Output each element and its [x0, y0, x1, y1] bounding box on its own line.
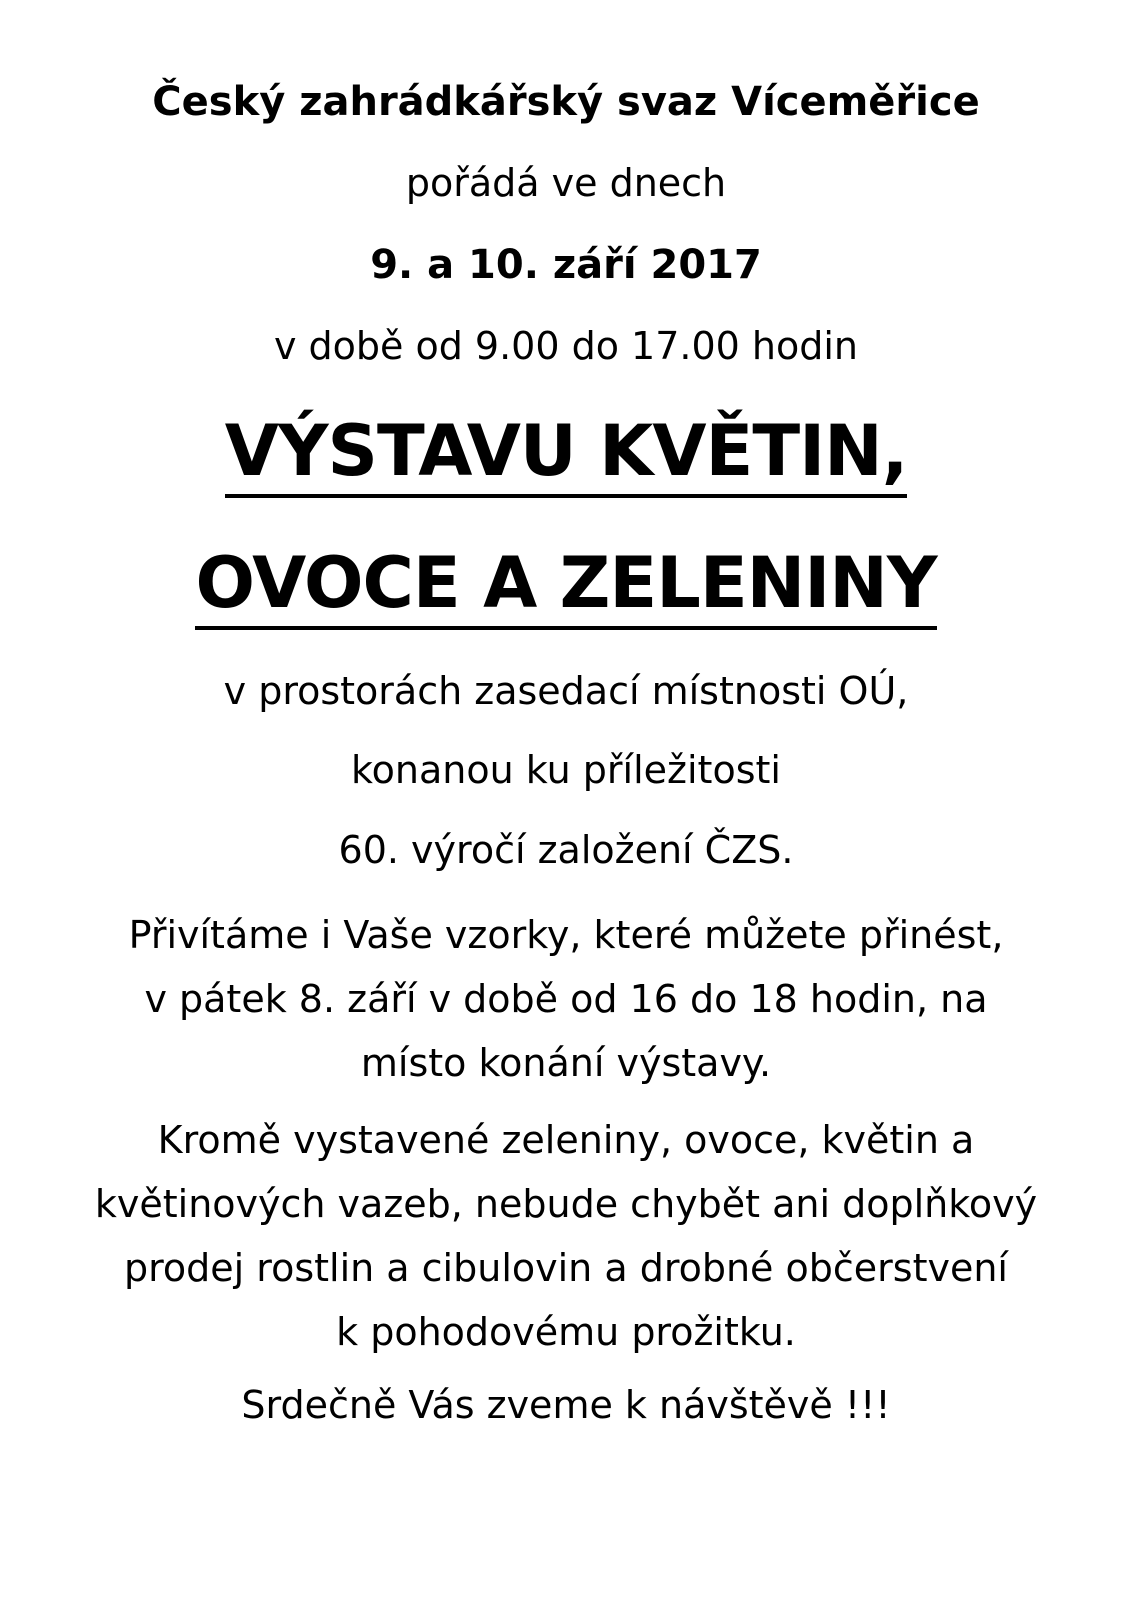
headline-line-2-text: OVOCE A ZELENINY: [195, 548, 936, 630]
organizer-title: Český zahrádkářský svaz Víceměřice: [152, 79, 980, 125]
occasion-text: konanou ku příležitosti: [351, 748, 781, 792]
samples-line: Přivítáme i Vaše vzorky, které můžete přinést,: [128, 913, 1004, 957]
headline-line-1-text: VÝSTAVU KVĚTIN,: [225, 416, 908, 498]
intro-text: pořádá ve dnech: [405, 161, 727, 205]
samples-paragraph: [0, 903, 1132, 1095]
anniversary-text: 60. výročí založení ČZS.: [338, 828, 794, 872]
extras-line: Kromě vystavené zeleniny, ovoce, květin a: [157, 1118, 975, 1162]
headline-line-1: [0, 410, 1132, 498]
headline-line-2: [0, 542, 1132, 630]
event-hours: v době od 9.00 do 17.00 hodin: [273, 324, 859, 368]
extras-line: květinových vazeb, nebude chybět ani doplňkový: [94, 1182, 1038, 1226]
extras-line: prodej rostlin a cibulovin a drobné občerstvení: [123, 1246, 1008, 1290]
event-dates: 9. a 10. září 2017: [370, 242, 762, 288]
samples-line: v pátek 8. září v době od 16 do 18 hodin, na: [144, 977, 988, 1021]
closing-invitation: Srdečně Vás zveme k návštěvě !!!: [241, 1383, 891, 1427]
venue-text: v prostorách zasedací místnosti OÚ,: [223, 669, 909, 713]
extras-paragraph: [0, 1108, 1132, 1364]
samples-line: místo konání výstavy.: [360, 1041, 772, 1085]
extras-line: k pohodovému prožitku.: [336, 1310, 796, 1354]
